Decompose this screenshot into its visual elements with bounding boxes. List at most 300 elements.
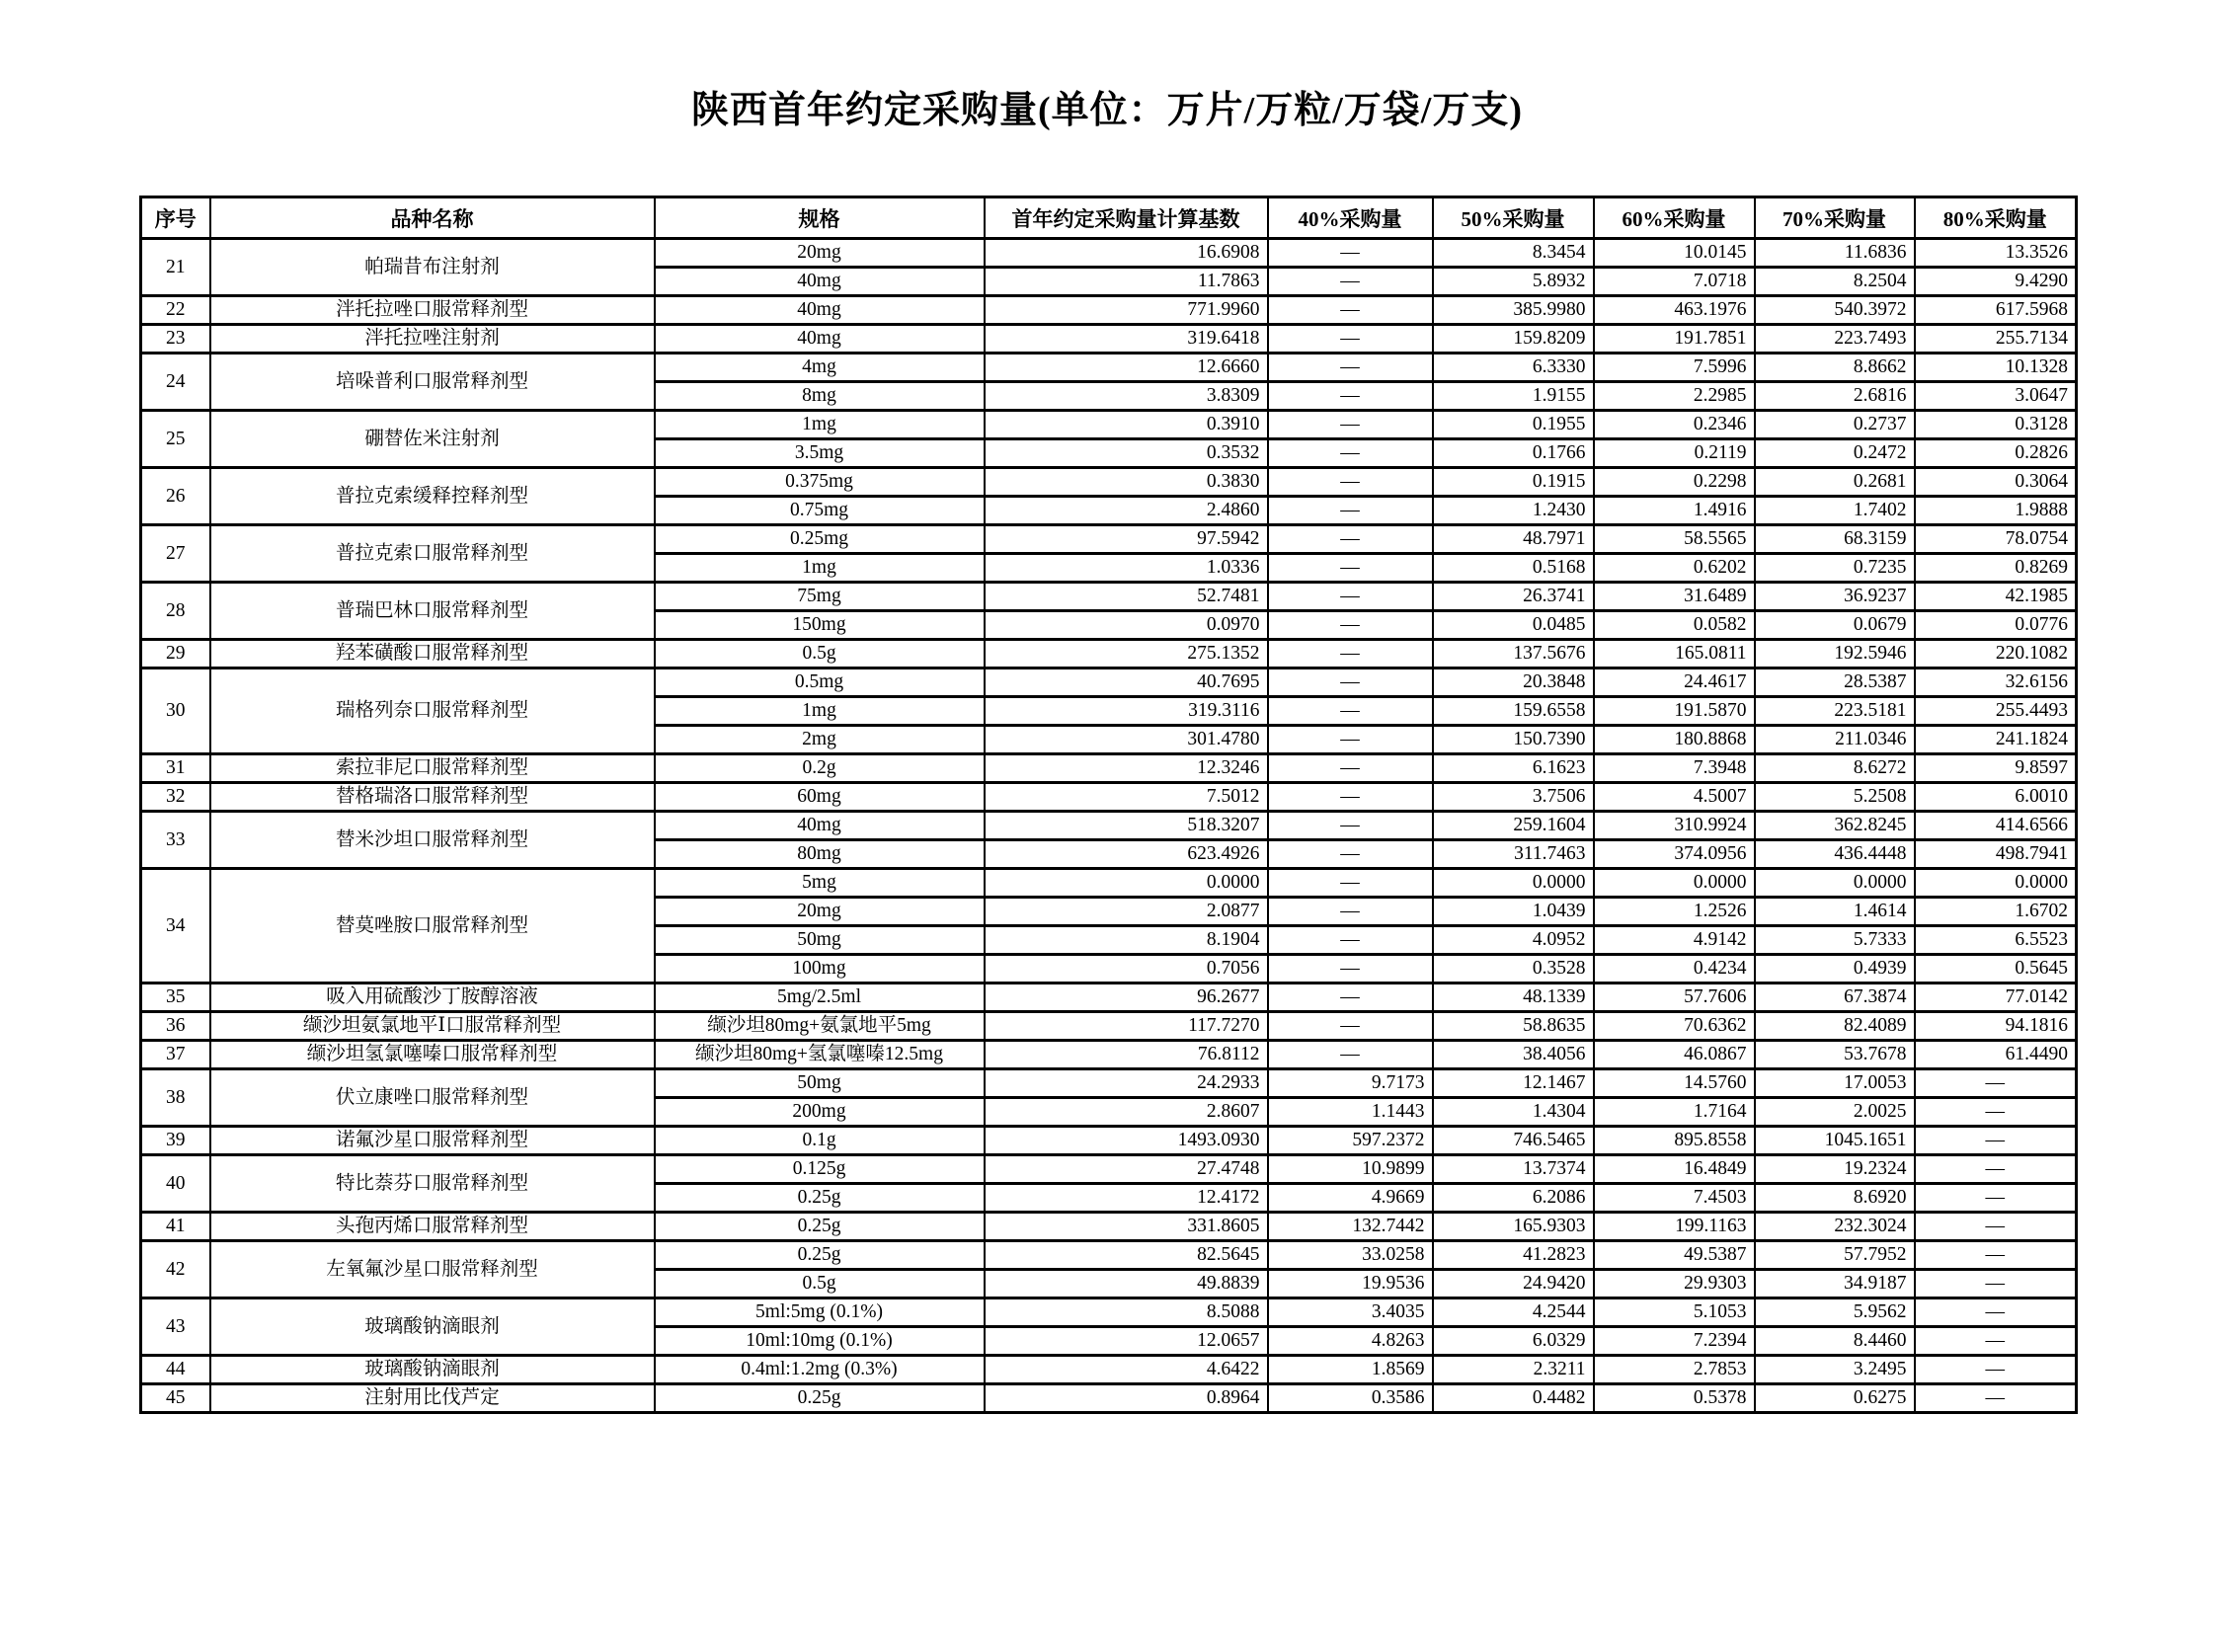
qty-80pct-cell: — [1915, 1127, 2077, 1155]
col-header-40pct: 40%采购量 [1268, 197, 1433, 239]
qty-50pct-cell: 0.5168 [1433, 554, 1594, 583]
qty-60pct-cell: 4.9142 [1594, 926, 1755, 955]
table-row [141, 1012, 2077, 1041]
qty-80pct-cell: 0.8269 [1915, 554, 2077, 583]
qty-50pct-cell: 0.1766 [1433, 439, 1594, 468]
table-row [141, 325, 2077, 354]
product-name-cell: 注射用比伐芦定 [210, 1384, 655, 1413]
table-row [141, 1213, 2077, 1241]
qty-60pct-cell: 7.0718 [1594, 268, 1755, 296]
qty-70pct-cell: 1.4614 [1755, 898, 1915, 926]
qty-40pct-cell: 4.9669 [1268, 1184, 1433, 1213]
seq-cell: 35 [141, 983, 210, 1012]
qty-40pct-cell: — [1268, 268, 1433, 296]
spec-cell: 5ml:5mg (0.1%) [655, 1298, 985, 1327]
qty-80pct-cell: — [1915, 1241, 2077, 1270]
base-qty-cell: 319.6418 [985, 325, 1268, 354]
base-qty-cell: 24.2933 [985, 1069, 1268, 1098]
qty-80pct-cell: — [1915, 1270, 2077, 1298]
qty-60pct-cell: 895.8558 [1594, 1127, 1755, 1155]
seq-cell: 44 [141, 1356, 210, 1384]
seq-cell: 22 [141, 296, 210, 325]
spec-cell: 200mg [655, 1098, 985, 1127]
qty-80pct-cell: 94.1816 [1915, 1012, 2077, 1041]
qty-80pct-cell: 10.1328 [1915, 354, 2077, 382]
qty-50pct-cell: 0.4482 [1433, 1384, 1594, 1413]
spec-cell: 40mg [655, 268, 985, 296]
table-row [141, 354, 2077, 382]
seq-cell: 29 [141, 640, 210, 669]
qty-80pct-cell: 1.6702 [1915, 898, 2077, 926]
base-qty-cell: 12.6660 [985, 354, 1268, 382]
qty-80pct-cell: — [1915, 1298, 2077, 1327]
qty-80pct-cell: 9.8597 [1915, 754, 2077, 783]
qty-80pct-cell: 0.5645 [1915, 955, 2077, 983]
qty-40pct-cell: — [1268, 554, 1433, 583]
qty-50pct-cell: 38.4056 [1433, 1041, 1594, 1069]
base-qty-cell: 52.7481 [985, 583, 1268, 611]
qty-70pct-cell: 67.3874 [1755, 983, 1915, 1012]
base-qty-cell: 8.1904 [985, 926, 1268, 955]
table-row [141, 869, 2077, 898]
base-qty-cell: 0.8964 [985, 1384, 1268, 1413]
spec-cell: 0.25g [655, 1384, 985, 1413]
qty-40pct-cell: 597.2372 [1268, 1127, 1433, 1155]
base-qty-cell: 0.7056 [985, 955, 1268, 983]
qty-40pct-cell: 132.7442 [1268, 1213, 1433, 1241]
seq-cell: 32 [141, 783, 210, 812]
base-qty-cell: 82.5645 [985, 1241, 1268, 1270]
qty-50pct-cell: 41.2823 [1433, 1241, 1594, 1270]
qty-50pct-cell: 0.3528 [1433, 955, 1594, 983]
qty-40pct-cell: — [1268, 926, 1433, 955]
qty-80pct-cell: 3.0647 [1915, 382, 2077, 411]
qty-50pct-cell: 1.9155 [1433, 382, 1594, 411]
table-row [141, 1155, 2077, 1184]
spec-cell: 0.25mg [655, 525, 985, 554]
qty-40pct-cell: — [1268, 354, 1433, 382]
base-qty-cell: 117.7270 [985, 1012, 1268, 1041]
spec-cell: 0.5g [655, 1270, 985, 1298]
qty-70pct-cell: 1.7402 [1755, 497, 1915, 525]
qty-70pct-cell: 8.4460 [1755, 1327, 1915, 1356]
qty-50pct-cell: 6.0329 [1433, 1327, 1594, 1356]
base-qty-cell: 1.0336 [985, 554, 1268, 583]
table-row [141, 1127, 2077, 1155]
qty-60pct-cell: 58.5565 [1594, 525, 1755, 554]
qty-40pct-cell: — [1268, 983, 1433, 1012]
qty-70pct-cell: 28.5387 [1755, 669, 1915, 697]
seq-cell: 40 [141, 1155, 210, 1213]
qty-70pct-cell: 5.9562 [1755, 1298, 1915, 1327]
qty-80pct-cell: — [1915, 1384, 2077, 1413]
header-row [141, 197, 2077, 239]
qty-70pct-cell: 2.0025 [1755, 1098, 1915, 1127]
table-row [141, 812, 2077, 840]
spec-cell: 75mg [655, 583, 985, 611]
qty-40pct-cell: 3.4035 [1268, 1298, 1433, 1327]
spec-cell: 50mg [655, 1069, 985, 1098]
product-name-cell: 普瑞巴林口服常释剂型 [210, 583, 655, 640]
qty-40pct-cell: — [1268, 697, 1433, 726]
product-name-cell: 特比萘芬口服常释剂型 [210, 1155, 655, 1213]
qty-80pct-cell: 241.1824 [1915, 726, 2077, 754]
spec-cell: 0.5g [655, 640, 985, 669]
base-qty-cell: 40.7695 [985, 669, 1268, 697]
qty-50pct-cell: 0.0485 [1433, 611, 1594, 640]
qty-50pct-cell: 48.7971 [1433, 525, 1594, 554]
qty-60pct-cell: 31.6489 [1594, 583, 1755, 611]
qty-80pct-cell: 6.0010 [1915, 783, 2077, 812]
product-name-cell: 瑞格列奈口服常释剂型 [210, 669, 655, 754]
qty-60pct-cell: 2.2985 [1594, 382, 1755, 411]
procurement-table [139, 196, 2078, 1414]
qty-40pct-cell: — [1268, 525, 1433, 554]
qty-50pct-cell: 385.9980 [1433, 296, 1594, 325]
base-qty-cell: 2.0877 [985, 898, 1268, 926]
qty-70pct-cell: 1045.1651 [1755, 1127, 1915, 1155]
base-qty-cell: 0.3830 [985, 468, 1268, 497]
base-qty-cell: 12.4172 [985, 1184, 1268, 1213]
product-name-cell: 泮托拉唑注射剂 [210, 325, 655, 354]
qty-60pct-cell: 0.2346 [1594, 411, 1755, 439]
spec-cell: 0.4ml:1.2mg (0.3%) [655, 1356, 985, 1384]
qty-40pct-cell: — [1268, 754, 1433, 783]
qty-50pct-cell: 4.0952 [1433, 926, 1594, 955]
product-name-cell: 帕瑞昔布注射剂 [210, 239, 655, 296]
qty-80pct-cell: — [1915, 1356, 2077, 1384]
qty-60pct-cell: 0.5378 [1594, 1384, 1755, 1413]
qty-40pct-cell: — [1268, 840, 1433, 869]
qty-40pct-cell: — [1268, 296, 1433, 325]
qty-40pct-cell: — [1268, 1012, 1433, 1041]
qty-50pct-cell: 1.2430 [1433, 497, 1594, 525]
col-header-seq: 序号 [141, 197, 210, 239]
qty-70pct-cell: 3.2495 [1755, 1356, 1915, 1384]
qty-60pct-cell: 29.9303 [1594, 1270, 1755, 1298]
product-name-cell: 玻璃酸钠滴眼剂 [210, 1356, 655, 1384]
base-qty-cell: 7.5012 [985, 783, 1268, 812]
qty-70pct-cell: 17.0053 [1755, 1069, 1915, 1098]
col-header-product-name: 品种名称 [210, 197, 655, 239]
qty-70pct-cell: 0.2681 [1755, 468, 1915, 497]
spec-cell: 0.25g [655, 1213, 985, 1241]
qty-70pct-cell: 8.6272 [1755, 754, 1915, 783]
qty-50pct-cell: 0.1915 [1433, 468, 1594, 497]
base-qty-cell: 319.3116 [985, 697, 1268, 726]
seq-cell: 42 [141, 1241, 210, 1298]
col-header-60pct: 60%采购量 [1594, 197, 1755, 239]
qty-80pct-cell: — [1915, 1069, 2077, 1098]
seq-cell: 30 [141, 669, 210, 754]
qty-80pct-cell: 9.4290 [1915, 268, 2077, 296]
qty-70pct-cell: 0.2472 [1755, 439, 1915, 468]
qty-80pct-cell: — [1915, 1155, 2077, 1184]
table-row [141, 239, 2077, 268]
seq-cell: 41 [141, 1213, 210, 1241]
base-qty-cell: 3.8309 [985, 382, 1268, 411]
base-qty-cell: 771.9960 [985, 296, 1268, 325]
spec-cell: 0.5mg [655, 669, 985, 697]
qty-60pct-cell: 7.2394 [1594, 1327, 1755, 1356]
qty-80pct-cell: 61.4490 [1915, 1041, 2077, 1069]
product-name-cell: 替格瑞洛口服常释剂型 [210, 783, 655, 812]
product-name-cell: 缬沙坦氨氯地平Ⅰ口服常释剂型 [210, 1012, 655, 1041]
qty-70pct-cell: 57.7952 [1755, 1241, 1915, 1270]
qty-50pct-cell: 26.3741 [1433, 583, 1594, 611]
qty-70pct-cell: 223.5181 [1755, 697, 1915, 726]
table-row [141, 1041, 2077, 1069]
qty-80pct-cell: 220.1082 [1915, 640, 2077, 669]
qty-50pct-cell: 6.2086 [1433, 1184, 1594, 1213]
spec-cell: 0.125g [655, 1155, 985, 1184]
qty-50pct-cell: 746.5465 [1433, 1127, 1594, 1155]
qty-80pct-cell: — [1915, 1213, 2077, 1241]
seq-cell: 24 [141, 354, 210, 411]
qty-60pct-cell: 0.6202 [1594, 554, 1755, 583]
col-header-50pct: 50%采购量 [1433, 197, 1594, 239]
qty-70pct-cell: 223.7493 [1755, 325, 1915, 354]
qty-40pct-cell: — [1268, 583, 1433, 611]
qty-40pct-cell: — [1268, 726, 1433, 754]
spec-cell: 60mg [655, 783, 985, 812]
qty-50pct-cell: 5.8932 [1433, 268, 1594, 296]
spec-cell: 缬沙坦80mg+氢氯噻嗪12.5mg [655, 1041, 985, 1069]
col-header-base-qty: 首年约定采购量计算基数 [985, 197, 1268, 239]
qty-80pct-cell: 255.7134 [1915, 325, 2077, 354]
qty-80pct-cell: 0.0776 [1915, 611, 2077, 640]
qty-60pct-cell: 0.0000 [1594, 869, 1755, 898]
spec-cell: 0.75mg [655, 497, 985, 525]
table-row [141, 525, 2077, 554]
qty-70pct-cell: 0.0679 [1755, 611, 1915, 640]
base-qty-cell: 331.8605 [985, 1213, 1268, 1241]
base-qty-cell: 0.3532 [985, 439, 1268, 468]
base-qty-cell: 2.8607 [985, 1098, 1268, 1127]
seq-cell: 27 [141, 525, 210, 583]
spec-cell: 10ml:10mg (0.1%) [655, 1327, 985, 1356]
qty-50pct-cell: 58.8635 [1433, 1012, 1594, 1041]
seq-cell: 31 [141, 754, 210, 783]
qty-70pct-cell: 36.9237 [1755, 583, 1915, 611]
qty-60pct-cell: 191.5870 [1594, 697, 1755, 726]
qty-50pct-cell: 159.6558 [1433, 697, 1594, 726]
base-qty-cell: 4.6422 [985, 1356, 1268, 1384]
qty-50pct-cell: 165.9303 [1433, 1213, 1594, 1241]
product-name-cell: 硼替佐米注射剂 [210, 411, 655, 468]
seq-cell: 38 [141, 1069, 210, 1127]
qty-50pct-cell: 259.1604 [1433, 812, 1594, 840]
qty-50pct-cell: 159.8209 [1433, 325, 1594, 354]
qty-80pct-cell: 13.3526 [1915, 239, 2077, 268]
seq-cell: 39 [141, 1127, 210, 1155]
qty-50pct-cell: 311.7463 [1433, 840, 1594, 869]
spec-cell: 0.1g [655, 1127, 985, 1155]
qty-60pct-cell: 463.1976 [1594, 296, 1755, 325]
table-row [141, 669, 2077, 697]
qty-60pct-cell: 24.4617 [1594, 669, 1755, 697]
table-row [141, 1241, 2077, 1270]
product-name-cell: 普拉克索口服常释剂型 [210, 525, 655, 583]
qty-70pct-cell: 436.4448 [1755, 840, 1915, 869]
product-name-cell: 普拉克索缓释控释剂型 [210, 468, 655, 525]
base-qty-cell: 301.4780 [985, 726, 1268, 754]
qty-70pct-cell: 211.0346 [1755, 726, 1915, 754]
spec-cell: 2mg [655, 726, 985, 754]
qty-40pct-cell: — [1268, 1041, 1433, 1069]
qty-50pct-cell: 48.1339 [1433, 983, 1594, 1012]
col-header-spec: 规格 [655, 197, 985, 239]
spec-cell: 100mg [655, 955, 985, 983]
qty-80pct-cell: 255.4493 [1915, 697, 2077, 726]
qty-40pct-cell: — [1268, 382, 1433, 411]
qty-80pct-cell: — [1915, 1098, 2077, 1127]
qty-60pct-cell: 180.8868 [1594, 726, 1755, 754]
table-row [141, 640, 2077, 669]
product-name-cell: 左氧氟沙星口服常释剂型 [210, 1241, 655, 1298]
qty-70pct-cell: 19.2324 [1755, 1155, 1915, 1184]
qty-40pct-cell: — [1268, 898, 1433, 926]
qty-80pct-cell: 0.2826 [1915, 439, 2077, 468]
base-qty-cell: 27.4748 [985, 1155, 1268, 1184]
spec-cell: 5mg/2.5ml [655, 983, 985, 1012]
qty-60pct-cell: 5.1053 [1594, 1298, 1755, 1327]
qty-70pct-cell: 0.6275 [1755, 1384, 1915, 1413]
qty-60pct-cell: 49.5387 [1594, 1241, 1755, 1270]
qty-60pct-cell: 191.7851 [1594, 325, 1755, 354]
base-qty-cell: 518.3207 [985, 812, 1268, 840]
qty-50pct-cell: 24.9420 [1433, 1270, 1594, 1298]
qty-70pct-cell: 8.6920 [1755, 1184, 1915, 1213]
qty-70pct-cell: 53.7678 [1755, 1041, 1915, 1069]
qty-40pct-cell: 4.8263 [1268, 1327, 1433, 1356]
qty-40pct-cell: — [1268, 869, 1433, 898]
qty-70pct-cell: 68.3159 [1755, 525, 1915, 554]
table-row [141, 1356, 2077, 1384]
qty-50pct-cell: 6.3330 [1433, 354, 1594, 382]
qty-40pct-cell: 1.1443 [1268, 1098, 1433, 1127]
table-row [141, 783, 2077, 812]
qty-80pct-cell: 0.0000 [1915, 869, 2077, 898]
qty-60pct-cell: 0.4234 [1594, 955, 1755, 983]
base-qty-cell: 0.0000 [985, 869, 1268, 898]
qty-60pct-cell: 1.7164 [1594, 1098, 1755, 1127]
qty-60pct-cell: 1.2526 [1594, 898, 1755, 926]
qty-50pct-cell: 13.7374 [1433, 1155, 1594, 1184]
qty-60pct-cell: 14.5760 [1594, 1069, 1755, 1098]
qty-70pct-cell: 0.7235 [1755, 554, 1915, 583]
spec-cell: 3.5mg [655, 439, 985, 468]
qty-80pct-cell: 42.1985 [1915, 583, 2077, 611]
qty-50pct-cell: 20.3848 [1433, 669, 1594, 697]
spec-cell: 5mg [655, 869, 985, 898]
product-name-cell: 诺氟沙星口服常释剂型 [210, 1127, 655, 1155]
product-name-cell: 伏立康唑口服常释剂型 [210, 1069, 655, 1127]
spec-cell: 40mg [655, 325, 985, 354]
qty-80pct-cell: 0.3064 [1915, 468, 2077, 497]
qty-40pct-cell: — [1268, 239, 1433, 268]
seq-cell: 33 [141, 812, 210, 869]
qty-70pct-cell: 192.5946 [1755, 640, 1915, 669]
qty-60pct-cell: 16.4849 [1594, 1155, 1755, 1184]
seq-cell: 23 [141, 325, 210, 354]
product-name-cell: 玻璃酸钠滴眼剂 [210, 1298, 655, 1356]
qty-80pct-cell: — [1915, 1184, 2077, 1213]
base-qty-cell: 96.2677 [985, 983, 1268, 1012]
spec-cell: 缬沙坦80mg+氨氯地平5mg [655, 1012, 985, 1041]
base-qty-cell: 1493.0930 [985, 1127, 1268, 1155]
table-row [141, 1298, 2077, 1327]
spec-cell: 0.25g [655, 1241, 985, 1270]
spec-cell: 50mg [655, 926, 985, 955]
qty-60pct-cell: 199.1163 [1594, 1213, 1755, 1241]
base-qty-cell: 0.0970 [985, 611, 1268, 640]
qty-80pct-cell: 414.6566 [1915, 812, 2077, 840]
qty-40pct-cell: — [1268, 439, 1433, 468]
qty-70pct-cell: 540.3972 [1755, 296, 1915, 325]
base-qty-cell: 623.4926 [985, 840, 1268, 869]
base-qty-cell: 275.1352 [985, 640, 1268, 669]
qty-50pct-cell: 1.4304 [1433, 1098, 1594, 1127]
qty-70pct-cell: 0.0000 [1755, 869, 1915, 898]
qty-50pct-cell: 137.5676 [1433, 640, 1594, 669]
base-qty-cell: 12.0657 [985, 1327, 1268, 1356]
seq-cell: 43 [141, 1298, 210, 1356]
qty-40pct-cell: 0.3586 [1268, 1384, 1433, 1413]
spec-cell: 20mg [655, 239, 985, 268]
qty-70pct-cell: 0.4939 [1755, 955, 1915, 983]
spec-cell: 0.375mg [655, 468, 985, 497]
spec-cell: 20mg [655, 898, 985, 926]
spec-cell: 1mg [655, 697, 985, 726]
product-name-cell: 头孢丙烯口服常释剂型 [210, 1213, 655, 1241]
seq-cell: 25 [141, 411, 210, 468]
qty-70pct-cell: 34.9187 [1755, 1270, 1915, 1298]
page-title: 陕西首年约定采购量(单位：万片/万粒/万袋/万支) [691, 90, 1523, 131]
qty-40pct-cell: 33.0258 [1268, 1241, 1433, 1270]
qty-70pct-cell: 5.2508 [1755, 783, 1915, 812]
qty-40pct-cell: — [1268, 669, 1433, 697]
qty-40pct-cell: — [1268, 497, 1433, 525]
qty-70pct-cell: 8.2504 [1755, 268, 1915, 296]
qty-60pct-cell: 10.0145 [1594, 239, 1755, 268]
base-qty-cell: 2.4860 [985, 497, 1268, 525]
product-name-cell: 替米沙坦口服常释剂型 [210, 812, 655, 869]
table-row [141, 754, 2077, 783]
qty-80pct-cell: 78.0754 [1915, 525, 2077, 554]
qty-50pct-cell: 0.1955 [1433, 411, 1594, 439]
qty-50pct-cell: 1.0439 [1433, 898, 1594, 926]
qty-80pct-cell: 32.6156 [1915, 669, 2077, 697]
qty-60pct-cell: 165.0811 [1594, 640, 1755, 669]
qty-50pct-cell: 3.7506 [1433, 783, 1594, 812]
qty-60pct-cell: 0.2298 [1594, 468, 1755, 497]
qty-60pct-cell: 0.2119 [1594, 439, 1755, 468]
base-qty-cell: 11.7863 [985, 268, 1268, 296]
table-row [141, 411, 2077, 439]
qty-70pct-cell: 8.8662 [1755, 354, 1915, 382]
table-row [141, 1069, 2077, 1098]
product-name-cell: 培哚普利口服常释剂型 [210, 354, 655, 411]
product-name-cell: 替莫唑胺口服常释剂型 [210, 869, 655, 983]
qty-60pct-cell: 46.0867 [1594, 1041, 1755, 1069]
qty-80pct-cell: 77.0142 [1915, 983, 2077, 1012]
base-qty-cell: 8.5088 [985, 1298, 1268, 1327]
seq-cell: 36 [141, 1012, 210, 1041]
spec-cell: 40mg [655, 296, 985, 325]
spec-cell: 1mg [655, 554, 985, 583]
qty-40pct-cell: — [1268, 812, 1433, 840]
